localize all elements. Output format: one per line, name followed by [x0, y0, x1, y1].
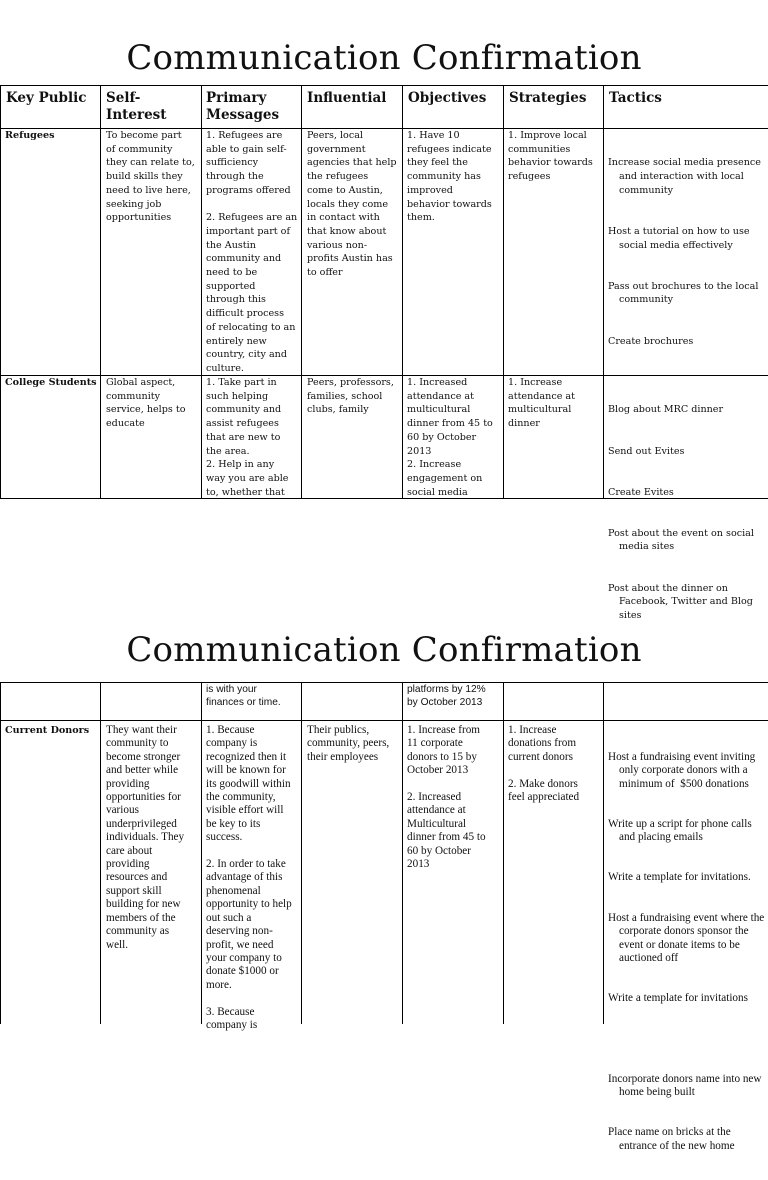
- key-public-cell: Current Donors: [5, 725, 90, 736]
- key-public-cell: Refugees: [5, 130, 55, 141]
- header-objectives: Objectives: [408, 90, 487, 106]
- header-primary-messages: Primary Messages: [206, 90, 280, 123]
- primary-messages-cell: 1. Take part in such helping community and assist refugees that are new to the area. 2. Help in any way you are able to, whether that: [206, 377, 289, 498]
- tactic-item: Post about the dinner on Facebook, Twitter and Blog sites: [608, 582, 756, 621]
- tactics-cell: [608, 129, 768, 376]
- tactic-item: Send out Evites: [608, 445, 685, 457]
- self-interest-cell: To become part of community they can relate to, build skills they need to live here, seeking job opportunities: [106, 130, 195, 224]
- objectives-cell: 1. Increase from 11 corporate donors to 15 by October 2013 2. Increased attendance at Multicultural dinner from 45 to 60 by October 2013: [407, 724, 486, 871]
- header-tactics: Tactics: [609, 90, 662, 106]
- influential-cell: Peers, professors, families, school clubs, family: [307, 377, 394, 416]
- objectives-cell: 1. Have 10 refugees indicate they feel the community has improved behavior towards them.: [407, 130, 492, 224]
- key-public-cell: College Students: [5, 377, 97, 388]
- tactic-item: Write up a script for phone calls and placing emails: [608, 817, 755, 844]
- influential-cell: Their publics, community, peers, their employees: [307, 724, 390, 763]
- primary-messages-continued: is with your finances or time.: [206, 684, 281, 708]
- primary-messages-cell: 1. Refugees are able to gain self- sufficiency through the programs offered 2. Refugees are an important part of the Austin community and need to be supported through this difficult process of relocating to an entirely new country, city and culture.: [206, 130, 298, 374]
- tactic-item: Write a template for invitations.: [608, 871, 751, 884]
- communication-table-continued: [0, 682, 768, 1152]
- tactic-item: Post about the event on social media sites: [608, 527, 758, 553]
- tactic-item: Create Evites: [608, 486, 674, 498]
- objectives-cell: 1. Increased attendance at multicultural dinner from 45 to 60 by October 2013 2. Increase engagement on social media: [407, 377, 493, 498]
- header-key-public: Key Public: [6, 90, 87, 106]
- tactic-item: Host a fundraising event where the corporate donors sponsor the event or donate items to be auctioned off: [608, 911, 768, 964]
- influential-cell: Peers, local government agencies that help the refugees come to Austin, locals they come in contact with that know about various non- profits Austin has to offer: [307, 130, 397, 279]
- self-interest-cell: Global aspect, community service, helps to educate: [106, 377, 186, 430]
- tactics-cell: [608, 724, 768, 1180]
- strategies-cell: 1. Improve local communities behavior towards refugees: [508, 130, 593, 183]
- tactic-spacer: [608, 1032, 768, 1045]
- self-interest-cell: They want their community to become stronger and better while providing opportunities for various underprivileged individuals. They care about providing resources and support skill building for new members of the community as well.: [106, 724, 185, 951]
- tactics-cell: [608, 376, 768, 650]
- header-strategies: Strategies: [509, 90, 587, 106]
- tactic-item: Host a tutorial on how to use social media effectively: [608, 225, 753, 251]
- tactic-item: Create brochures: [608, 335, 694, 347]
- tactic-item: Host a fundraising event inviting only corporate donors with a minimum of $500 donations: [608, 750, 759, 790]
- tactic-item: Incorporate donors name into new home being built: [608, 1072, 765, 1098]
- header-influential: Influential: [307, 90, 387, 106]
- objectives-continued: platforms by 12% by October 2013: [407, 684, 486, 708]
- primary-messages-cell: 1. Because company is recognized then it will be known for its goodwill within the community, visible effort will be key to its success. 2. In order to take advantage of this phenomenal opportunity to help out such a deserving non- profit, we need your company to donate $1000 or more. 3. Because company is: [206, 724, 292, 1031]
- tactic-item: Blog about MRC dinner: [608, 404, 724, 416]
- tactic-item: Write a template for invitations: [608, 992, 748, 1005]
- tactic-item: Place name on bricks at the entrance of the new home: [608, 1126, 735, 1152]
- page-title: Communication Confirmation: [126, 38, 642, 78]
- page-title: Communication Confirmation: [126, 630, 642, 670]
- strategies-cell: 1. Increase attendance at multicultural dinner: [508, 377, 576, 430]
- strategies-cell: 1. Increase donations from current donors 2. Make donors feel appreciated: [508, 724, 580, 804]
- tactic-item: Pass out brochures to the local community: [608, 280, 762, 306]
- tactic-item: Increase social media presence and interaction with local community: [608, 157, 765, 196]
- communication-table: [0, 85, 768, 621]
- header-self-interest: Self-Interest: [106, 90, 167, 123]
